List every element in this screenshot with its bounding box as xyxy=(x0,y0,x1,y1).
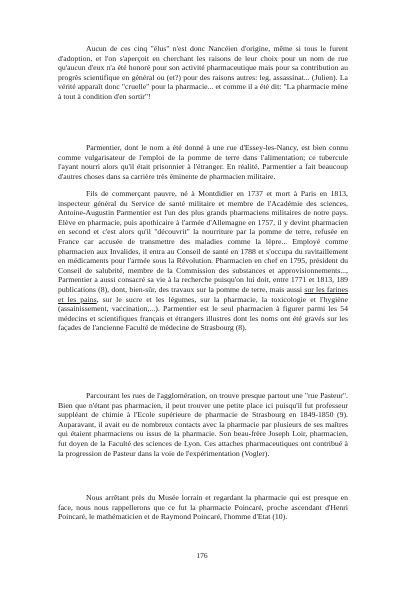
paragraph-text: Parmentier, dont le nom a été donné à une rue d'Essey-les-Nancy, est bien connu comme vulgarisateur de l'emploi de la pomme de terre dans l'alimentation; ce tubercule l'ayant nourri alors qu'il était prisonnier à l'étranger. En réalité, Parmentier a fait beaucoup d'autres choses dans sa carrière très éminente de pharmacien militaire. xyxy=(58,143,348,181)
paragraph-text xyxy=(58,189,348,333)
paragraph-text: Parcourant les rues de l'agglomération, on trouve presque partout une "rue Pasteur". Bien que n'étant pas pharmacien, il peut trouver une petite place ici puisqu'il fut professeur suppléant de chimie à l'Ecole supérieure de pharmacie de Strasbourg en 1849-1850 (9). Auparavant, il avait eu de nombreux contacts avec la pharmacie par plusieurs de ses maîtres qui étaient pharmaciens ou issus de la pharmacie. Son beau-frère Joseph Loir, pharmacien, fut doyen de la Faculté des sciences de Lyon. Ces attaches pharmaceutiques ont contribué à la progression de Pasteur dans la voie de l'expérimentation (Vogler). xyxy=(58,391,348,458)
paragraph-text: Nous arrêtant près du Musée lorrain et regardant la pharmacie qui est presque en face, nous nous rappellerons que ce fut la pharmacie Poincaré, proche ascendant d'Henri Poincaré, le mathématicien et de Raymond Poincaré, l'homme d'Etat (10). xyxy=(58,493,348,522)
paragraph-pasteur xyxy=(58,391,348,458)
page-number: 176 xyxy=(196,551,208,560)
paragraph-text-start: Fils de commerçant pauvre, né à Montdidier en 1737 et mort à Paris en 1813, inspecteur général du Service de santé militaire et membre de l'Académie des sciences, Antoine-Augustin Parmentier est l'un des plus grands pharmaciens militaires de notre pays. Elève en pharmacie, puis apothicaire à l'armée d'Allemagne en 1757, il y devint pharmacien en second et c'est alors qu'il "découvrit" la nourriture par la pomme de terre, refusée en France car accusée de transmettre des maladies comme la lèpre... Employé comme pharmacien aux Invalides, il entra au Conseil de santé en 1788 et s'occupa du ravitaillement en médicaments pour l'armée sous la Révolution. Pharmacien en chef en 1795, président du Conseil de salubrité, membre de la Commission des substances et approvisionnements..., Parmentier a aussi consacré sa vie à la recherche puisqu'on lui doit, entre 1771 et 1813, 189 publications (8), dont, bien-sûr, des travaux sur la pomme de terre, mais aussi xyxy=(58,189,348,294)
paragraph-poincare xyxy=(58,493,348,522)
paragraph-parmentier-intro xyxy=(58,143,348,181)
underlined-phrase: sur les farines et les pains xyxy=(58,284,348,304)
paragraph-elus xyxy=(58,44,348,102)
paragraph-text: Aucun de ces cinq "élus" n'est donc Nancéien d'origine, même si tous le furent d'adoption, et l'on s'aperçoit en cherchant les raisons de leur choix pour un nom de rue qu'aucun d'eux n'a été honoré pour son activité pharmaceutique mais pour sa contribution au progrès scientifique en général ou (et?) pour des raisons autres: leg, assassinat... (Julien). La vérité apparaît donc "cruelle" pour la pharmacie... et comme il a été dit: "La pharmacie mène à tout à condition d'en sortir"! xyxy=(58,44,348,101)
paragraph-parmentier-biography xyxy=(58,189,348,333)
paragraph-text-end: , sur le sucre et les légumes, sur la pharmacie, la toxicologie et l'hygiène (assainissement, vaccination,...). Parmentier est le seul pharmacien à figurer parmi les 54 médecins et scientifiques français et étrangers illustres dont les noms ont été gravés sur les façades de l'ancienne Faculté de médecine de Strasbourg (8). xyxy=(58,294,348,333)
